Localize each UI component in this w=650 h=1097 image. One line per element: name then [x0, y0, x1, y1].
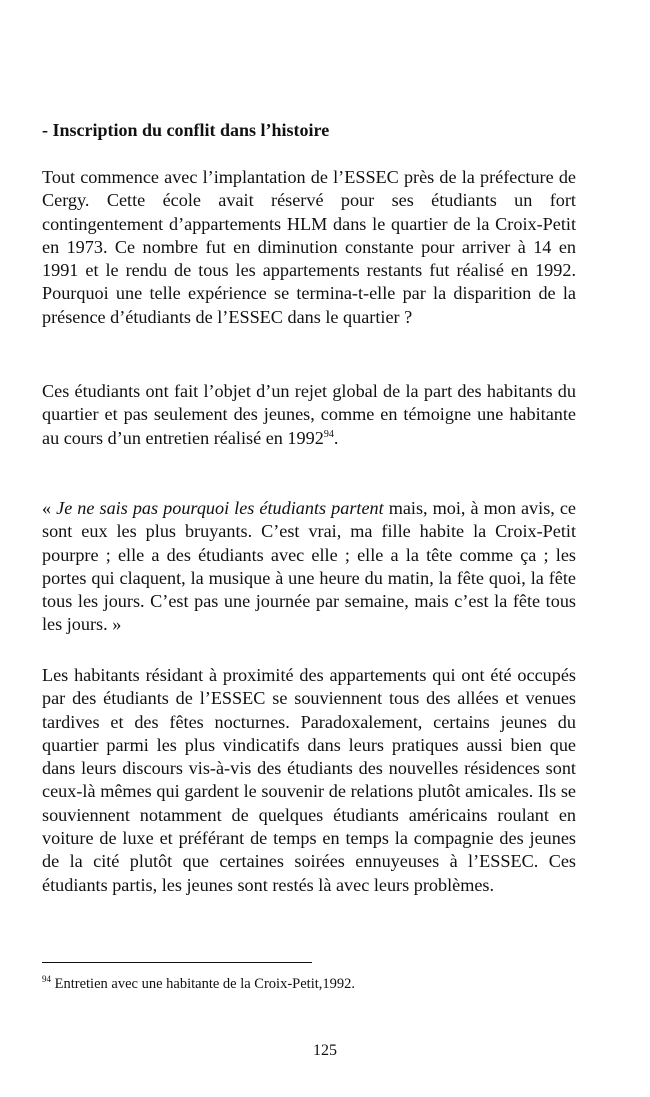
quote-text: mais, moi, à mon avis, ce sont eux les plus bruyants. C’est vrai, ma fille habite la Croix-Petit pourpre ; elle a des étudiants avec elle ; elle a la tête comme ça ; les portes qui claquent, la musique à une heure du matin, la fête quoi, la fête tous les jours. C’est pas une journée par semaine, mais c’est la fête tous les jours. » [42, 498, 576, 635]
paragraph-rejet-end: . [333, 427, 339, 448]
footnote-text: Entretien avec une habitante de la Croix-Petit,1992. [51, 976, 355, 992]
footnote-reference: 94 [323, 428, 334, 440]
paragraph-souvenirs: Les habitants résidant à proximité des appartements qui ont été occupés par des étudiants de l’ESSEC se souviennent tous des allées et venues tardives et des fêtes nocturnes. Paradoxalement, certains jeunes du quartier parmi les plus vindicatifs dans leurs pratiques aussi bien que dans leurs discours vis-à-vis des étudiants des nouvelles résidences sont ceux-là mêmes qui gardent le souvenir de relations plutôt amicales. Ils se souviennent notamment de quelques étudiants américains roulant en voiture de luxe et préférant de temps en temps la compagnie des jeunes de la cité plutôt que certaines soirées ennuyeuses à l’ESSEC. Ces étudiants partis, les jeunes sont restés là avec leurs problèmes. [42, 665, 576, 895]
paragraph-rejet-text: Ces étudiants ont fait l’objet d’un rejet global de la part des habitants du quartier et pas seulement des jeunes, comme en témoigne une habitante au cours d’un entretien réalisé en 1992 [42, 381, 576, 448]
footnote-number: 94 [42, 974, 51, 985]
footnote [42, 975, 582, 993]
section-heading: - Inscription du conflit dans l’histoire [42, 120, 330, 140]
paragraph-implantation: Tout commence avec l’implantation de l’ESSEC près de la préfecture de Cergy. Cette école avait réservé pour ses étudiants un fort contingentement d’appartements HLM dans le quartier de la Croix-Petit en 1973. Ce nombre fut en diminution constante pour arriver à 14 en 1991 et le rendu de tous les appartements restants fut réalisé en 1992. Pourquoi une telle expérience se termina-t-elle par la disparition de la présence d’étudiants de l’ESSEC dans le quartier ? [42, 167, 576, 327]
quote-italic-text: Je ne sais pas pourquoi les étudiants partent [56, 498, 384, 518]
quotation-block [42, 497, 576, 637]
page-number: 125 [313, 1042, 337, 1059]
quote-open-mark: « [42, 498, 57, 518]
paragraph-rejet [42, 380, 576, 450]
footnote-separator [42, 962, 312, 963]
